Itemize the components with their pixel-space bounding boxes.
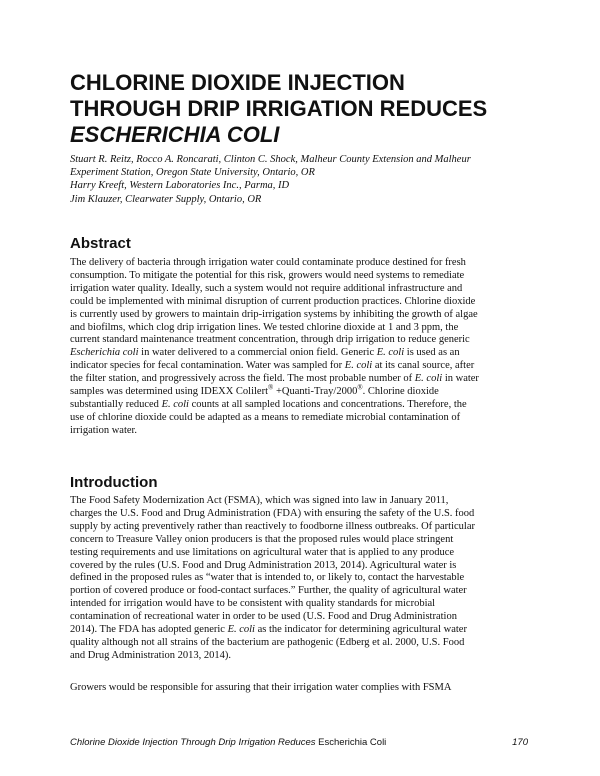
title-line: CHLORINE DIOXIDE INJECTION xyxy=(70,70,405,95)
text-run: 2014). The FDA has adopted generic xyxy=(70,624,228,636)
species-name: Escherichia coli xyxy=(70,347,139,359)
author-line: Jim Klauzer, Clearwater Supply, Ontario, OR xyxy=(70,193,262,205)
introduction-paragraph xyxy=(70,495,540,663)
text-line: irrigation water. xyxy=(70,424,138,436)
text-line: charges the U.S. Food and Drug Administration (FDA) with ensuring the safety of the U.S. food xyxy=(70,507,475,519)
text-line: concern to Treasure Valley onion producers is that the proposed rules would place stringent xyxy=(70,533,454,545)
text-line xyxy=(70,373,540,386)
text-line xyxy=(70,383,540,399)
text-run: counts at all sampled locations and concentrations. Therefore, the xyxy=(188,398,467,410)
text-line xyxy=(70,624,540,637)
title-line: ESCHERICHIA COLI xyxy=(70,122,280,147)
text-line: is currently used by growers to maintain drip-irrigation systems by inhibiting the growth of algae xyxy=(70,308,478,320)
author-line: Experiment Station, Oregon State University, Ontario, OR xyxy=(70,167,315,179)
text-line: The delivery of bacteria through irrigation water could contaminate produce destined for fresh xyxy=(70,257,466,268)
text-run: as the indicator for determining agricultural water xyxy=(254,624,467,636)
species-name: E. coli xyxy=(344,360,373,372)
text-line: quality although not all strains of the bacterium are pathogenic (Edberg et al. 2000, U.S. Food xyxy=(70,636,465,648)
text-line: contamination of recreational water in order to be used (U.S. Food and Drug Administration xyxy=(70,611,457,623)
text-run: in water xyxy=(442,373,479,385)
species-name: E. coli xyxy=(227,624,255,636)
text-line xyxy=(70,360,540,373)
text-line: The Food Safety Modernization Act (FSMA), which was signed into law in January 2011, xyxy=(70,495,449,506)
species-name: E. coli xyxy=(376,347,405,359)
author-line: Harry Kreeft, Western Laboratories Inc., Parma, ID xyxy=(70,180,290,192)
text-line: irrigation water quality. Ideally, such a system would not require additional infrastructure and xyxy=(70,282,463,294)
text-run: at its canal source, after xyxy=(372,360,475,372)
text-line: defined in the proposed rules as “water that is intended to, or likely to, contact the harvestable xyxy=(70,572,465,584)
text-line: and Drug Administration 2013, 2014). xyxy=(70,649,231,661)
page-number: 170 xyxy=(512,737,528,748)
text-line: covered by the rules (U.S. Food and Drug Administration 2013, 2014). Agricultural water is xyxy=(70,559,457,571)
text-run: indicator species for fecal contamination. Water was sampled for xyxy=(70,360,345,372)
text-line: use of chlorine dioxide could be adapted as a means to remediate microbial contamination of xyxy=(70,411,461,423)
title-line: THROUGH DRIP IRRIGATION REDUCES xyxy=(70,96,488,121)
text-line xyxy=(70,399,540,412)
registered-mark: ® xyxy=(357,383,363,392)
registered-mark: ® xyxy=(268,383,274,392)
running-title-tail: Escherichia Coli xyxy=(315,737,387,748)
text-line: Growers would be responsible for assuring that their irrigation water complies with FSMA xyxy=(70,682,452,693)
species-name: E. coli xyxy=(161,398,189,410)
text-run: . Chlorine dioxide xyxy=(362,386,439,398)
author-line: Stuart R. Reitz, Rocco A. Roncarati, Clinton C. Shock, Malheur County Extension and Malheur xyxy=(70,154,471,165)
introduction-heading: Introduction xyxy=(70,474,158,491)
introduction-paragraph xyxy=(70,682,540,695)
running-title xyxy=(70,737,386,749)
text-line: portion of covered produce or food-contact surfaces.” Further, the quality of agricultural water xyxy=(70,585,467,597)
text-line: supply by acting preventively rather than reactively to foodborne illness outbreaks. Of particular xyxy=(70,520,475,532)
text-line: intended for irrigation would have to be consistent with quality standards for microbial xyxy=(70,598,436,610)
running-title-text: Chlorine Dioxide Injection Through Drip Irrigation Reduces xyxy=(70,737,316,748)
paper-title xyxy=(70,70,540,148)
species-name: E. coli xyxy=(414,373,443,385)
abstract-paragraph xyxy=(70,257,540,438)
text-line: could be implemented with minimal disruption of current production practices. Chlorine dioxide xyxy=(70,295,476,307)
text-run: samples was determined using IDEXX Colilert xyxy=(70,386,269,398)
abstract-heading: Abstract xyxy=(70,235,131,252)
author-block xyxy=(70,153,540,206)
text-run: the filter station, and progressively across the field. The most probable number of xyxy=(70,373,415,385)
text-line: testing requirements and use limitations on agricultural water that is applied to any produce xyxy=(70,546,455,558)
text-run: substantially reduced xyxy=(70,398,162,410)
text-run: in water delivered to a commercial onion field. Generic xyxy=(138,347,377,359)
text-run: +Quanti-Tray/2000 xyxy=(273,386,358,398)
text-line: consumption. To mitigate the potential for this risk, growers would need systems to remediate xyxy=(70,269,465,281)
text-run: is used as an xyxy=(404,347,460,359)
text-line xyxy=(70,347,540,360)
text-line: and biofilms, which clog drip irrigation lines. We tested chlorine dioxide at 1 and 3 ppm, the xyxy=(70,321,459,333)
text-line: current standard maintenance treatment concentration, through drip irrigation to reduce generic xyxy=(70,334,470,346)
